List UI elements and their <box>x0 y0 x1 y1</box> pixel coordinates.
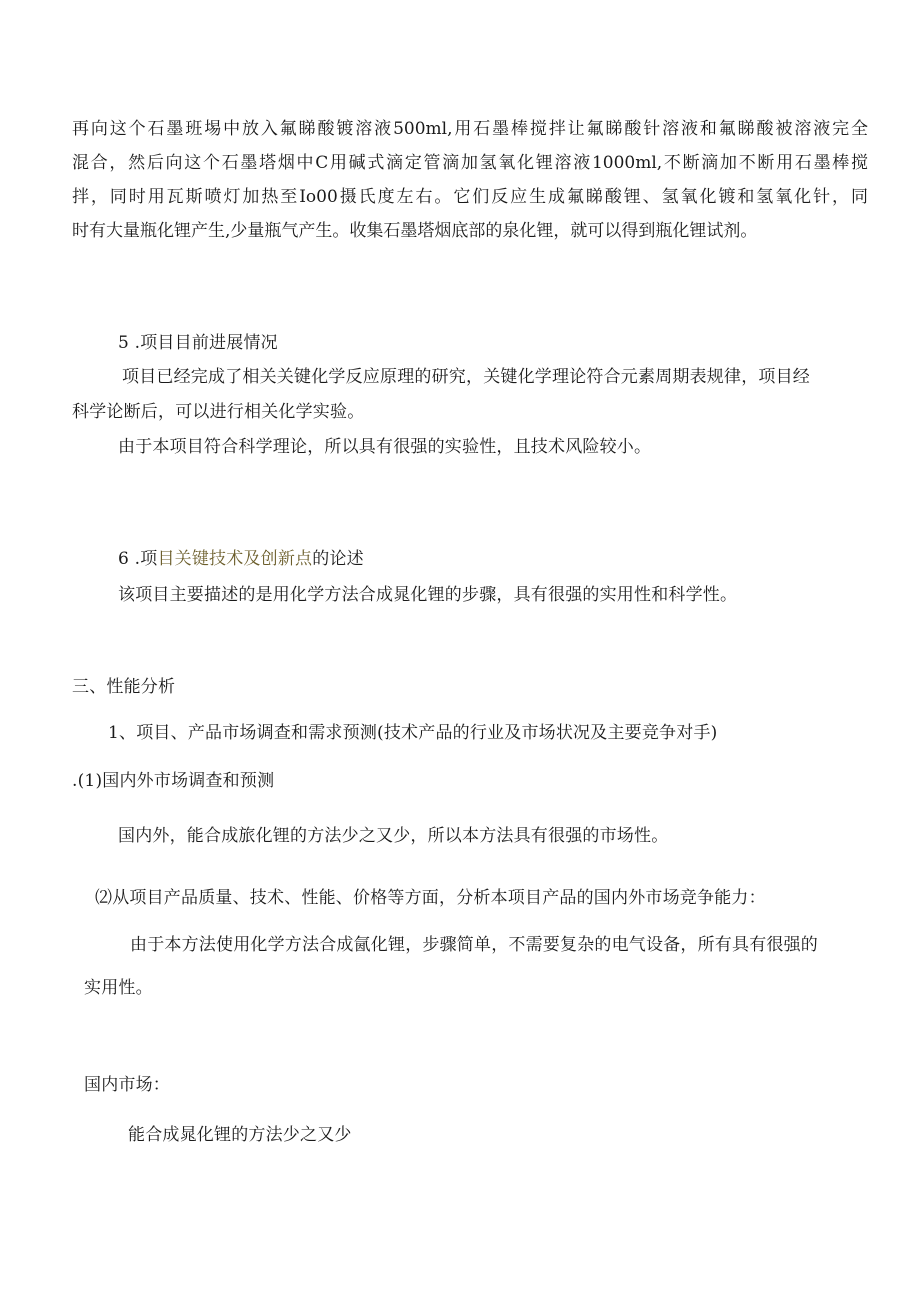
subsection-1-1-paragraph: 国内外，能合成旅化锂的方法少之又少，所以本方法具有很强的市场性。 <box>118 826 669 846</box>
subsection-1-heading: 1、项目、产品市场调查和需求预测(技术产品的行业及市场状况及主要竞争对手) <box>108 723 718 743</box>
section-5-paragraph-line: 项目已经完成了相关关键化学反应原理的研究，关键化学理论符合元素周期表规律，项目经 <box>122 367 810 387</box>
paragraph-line: 拌，同时用瓦斯喷灯加热至Io00摄氏度左右。它们反应生成氟睇酸锂、氢氧化镀和氢氧化针，同 <box>72 187 868 207</box>
subsection-1-2-paragraph-line: 由于本方法使用化学方法合成氤化锂，步骤简单，不需要复杂的电气设备，所有具有很强的 <box>130 935 818 955</box>
subsection-1-1-heading: .(1)国内外市场调查和预测 <box>72 771 275 791</box>
section-6-paragraph: 该项目主要描述的是用化学方法合成晁化锂的步骤，具有很强的实用性和科学性。 <box>118 585 738 605</box>
section-5-heading: 5 .项目目前进展情况 <box>118 333 278 353</box>
section-6-heading-highlight: 目关键技术及创新点 <box>157 549 313 569</box>
section-6-heading-suffix: 的论述 <box>312 549 364 569</box>
domestic-market-paragraph: 能合成晁化锂的方法少之又少 <box>128 1125 352 1145</box>
section-6-heading-prefix: 6 .项 <box>118 549 158 569</box>
subsection-1-2-paragraph-line: 实用性。 <box>84 978 153 998</box>
paragraph-line: 混合，然后向这个石墨塔烟中C用碱式滴定管滴加氢氧化锂溶液1000ml,不断滴加不断用石墨棒搅 <box>72 153 868 173</box>
paragraph-line: 再向这个石墨班埸中放入氟睇酸镀溶液500ml,用石墨棒搅拌让氟睇酸针溶液和氟睇酸被溶液完全 <box>72 119 868 139</box>
paragraph-line: 时有大量瓶化锂产生,少量瓶气产生。收集石墨塔烟底部的泉化锂，就可以得到瓶化锂试剂。 <box>72 221 758 241</box>
domestic-market-label: 国内市场： <box>84 1075 170 1095</box>
chapter-3-heading: 三、性能分析 <box>72 677 176 697</box>
paragraph-synthesis-procedure <box>72 112 868 248</box>
section-5-paragraph: 由于本项目符合科学理论，所以具有很强的实验性，且技术风险较小。 <box>118 437 652 457</box>
subsection-1-2-heading: ⑵从项目产品质量、技术、性能、价格等方面，分析本项目产品的国内外市场竞争能力： <box>95 888 766 908</box>
section-5-paragraph-line: 科学论断后，可以进行相关化学实验。 <box>72 402 365 422</box>
section-6-heading <box>118 548 364 570</box>
